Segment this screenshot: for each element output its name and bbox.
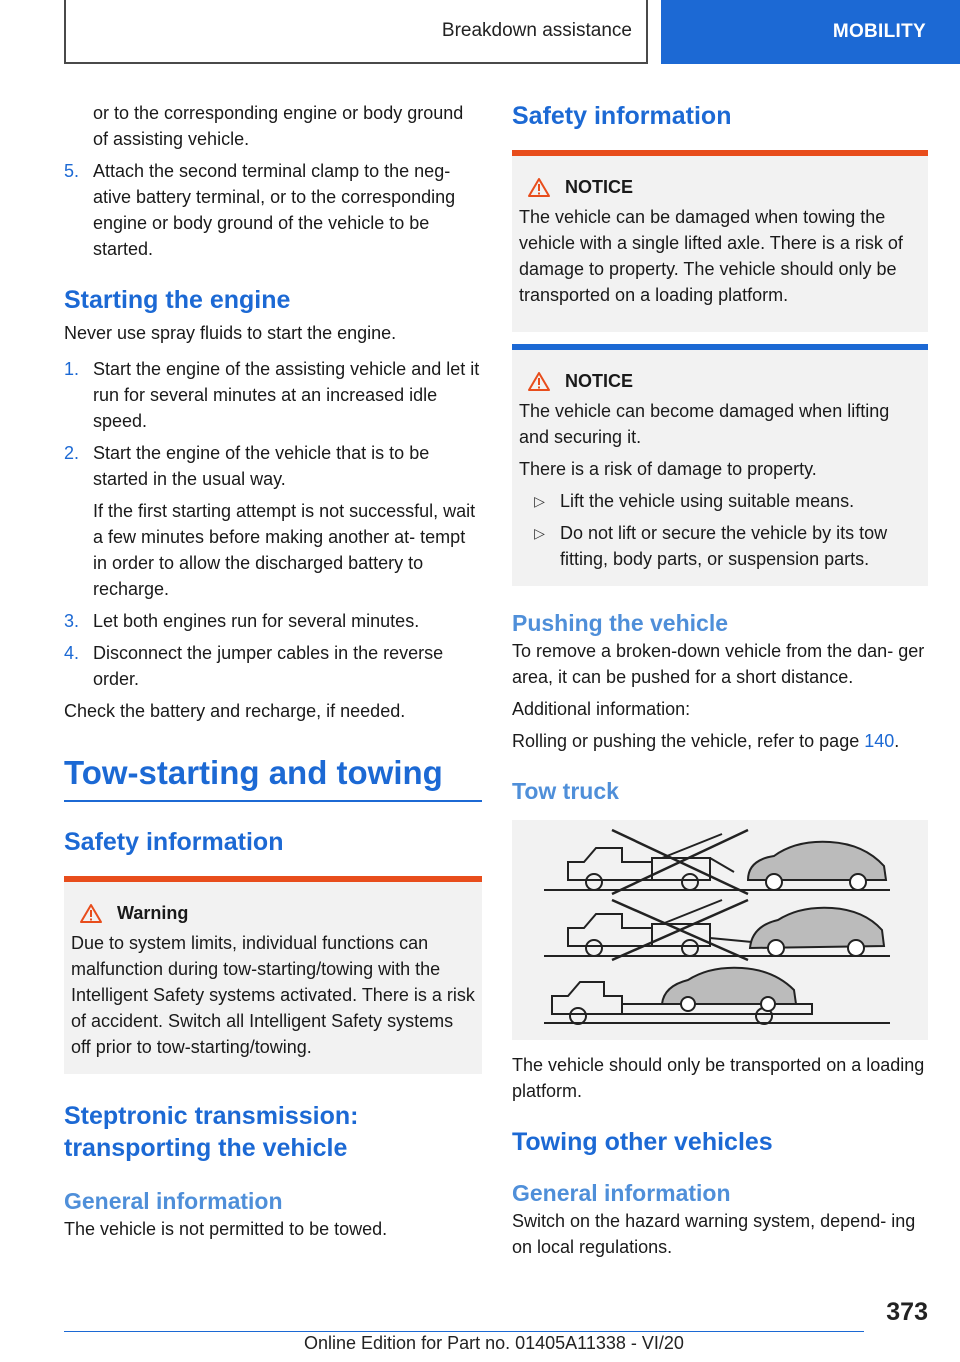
triangle-bullet-icon: ▷ xyxy=(534,493,545,509)
pushing-heading: Pushing the vehicle xyxy=(512,610,728,636)
header-chapter xyxy=(661,0,960,64)
warning-icon xyxy=(79,903,103,924)
safety-info-heading-right: Safety information xyxy=(512,102,732,130)
rolling-suffix: . xyxy=(894,731,900,751)
step-5 xyxy=(64,158,482,262)
step-2-extra: If the first starting attempt is not successful, wait a few minutes before making another at‐ tempt in order to allow the discharged battery to recharge. xyxy=(93,501,476,599)
rolling-text xyxy=(512,728,928,754)
header-section xyxy=(64,0,648,64)
step-number: 4. xyxy=(64,643,80,663)
check-battery-text: Check the battery and recharge, if needed. xyxy=(64,701,406,721)
additional-info: Additional information: xyxy=(512,699,691,719)
notice-bullet xyxy=(519,520,921,572)
notice-box-2 xyxy=(512,344,928,586)
notice-box-1 xyxy=(512,150,928,332)
notice-title xyxy=(519,368,921,394)
step-text: Attach the second terminal clamp to the neg‐ ative battery terminal, or to the corresponding engine or body ground of the vehicle to be started. xyxy=(93,161,456,259)
towing-other-heading: Towing other vehicles xyxy=(512,1128,773,1156)
header-section-title: Breakdown assistance xyxy=(441,20,632,41)
step-number: 3. xyxy=(64,611,80,631)
page-link[interactable]: 140 xyxy=(864,731,895,751)
notice-title-text: NOTICE xyxy=(565,177,634,197)
tow-truck-diagram xyxy=(512,820,928,1040)
tow-starting-heading: Tow-starting and towing xyxy=(64,752,482,802)
step-3 xyxy=(64,608,482,634)
notice-text: The vehicle can be damaged when towing the vehicle with a single lifted axle. There is a risk of damage to property. The vehicle should only be transported on a loading platform. xyxy=(519,207,903,305)
step-2 xyxy=(64,440,482,492)
general-info-heading-right: General information xyxy=(512,1180,731,1206)
step4-continuation: or to the corresponding engine or body ground of assisting vehicle. xyxy=(93,103,464,149)
starting-intro: Never use spray fluids to start the engine. xyxy=(64,323,397,343)
warning-title xyxy=(71,900,475,926)
starting-engine-heading: Starting the engine xyxy=(64,286,291,314)
safety-info-heading: Safety information xyxy=(64,828,284,856)
rolling-prefix: Rolling or pushing the vehicle, refer to page xyxy=(512,731,865,751)
warning-icon xyxy=(527,371,551,392)
steptronic-heading: Steptronic transmission: transporting the vehicle xyxy=(64,1102,359,1162)
step-text: Start the engine of the vehicle that is to be started in the usual way. xyxy=(93,443,430,489)
general-info-text-right: Switch on the hazard warning system, depend‐ ing on local regulations. xyxy=(512,1211,916,1257)
step-text: Let both engines run for several minutes. xyxy=(93,611,420,631)
step-number: 5. xyxy=(64,161,80,181)
warning-title-text: Warning xyxy=(117,903,189,923)
notice-text-1: The vehicle can become damaged when lifting and securing it. xyxy=(519,401,890,447)
notice-bullet xyxy=(519,488,921,514)
footer-divider xyxy=(64,1331,864,1332)
bullet-text: Do not lift or secure the vehicle by its tow fitting, body parts, or suspension parts. xyxy=(560,523,888,569)
warning-icon xyxy=(527,177,551,198)
notice-title xyxy=(519,174,921,200)
warning-text: Due to system limits, individual functions can malfunction during tow-starting/towing with the Intelligent Safety systems activated. There is a risk of accident. Switch all Intelligent Safety systems off prior to tow-starting/towing. xyxy=(71,933,475,1057)
tow-truck-illustration xyxy=(512,820,928,1040)
notice-text-2: There is a risk of damage to property. xyxy=(519,459,817,479)
step-text: Start the engine of the assisting vehicle and let it run for several minutes at an increased idle speed. xyxy=(93,359,480,431)
tow-truck-heading: Tow truck xyxy=(512,778,619,804)
general-info-text: The vehicle is not permitted to be towed. xyxy=(64,1219,388,1239)
step-number: 2. xyxy=(64,443,80,463)
step-number: 1. xyxy=(64,359,80,379)
step-4 xyxy=(64,640,482,692)
triangle-bullet-icon: ▷ xyxy=(534,525,545,541)
page-number: 373 xyxy=(886,1298,928,1326)
footer-edition: Online Edition for Part no. 01405A11338 - VI/20 xyxy=(304,1333,684,1353)
notice-title-text: NOTICE xyxy=(565,371,634,391)
general-info-heading: General information xyxy=(64,1188,283,1214)
bullet-text: Lift the vehicle using suitable means. xyxy=(560,491,855,511)
step-text: Disconnect the jumper cables in the reverse order. xyxy=(93,643,444,689)
warning-box xyxy=(64,876,482,1074)
header-chapter-title: MOBILITY xyxy=(832,21,926,42)
pushing-text: To remove a broken-down vehicle from the dan‐ ger area, it can be pushed for a short distance. xyxy=(512,641,925,687)
tow-truck-caption: The vehicle should only be transported on a loading platform. xyxy=(512,1055,925,1101)
step-1 xyxy=(64,356,482,434)
left-column xyxy=(64,100,482,1242)
right-column xyxy=(512,100,928,1260)
